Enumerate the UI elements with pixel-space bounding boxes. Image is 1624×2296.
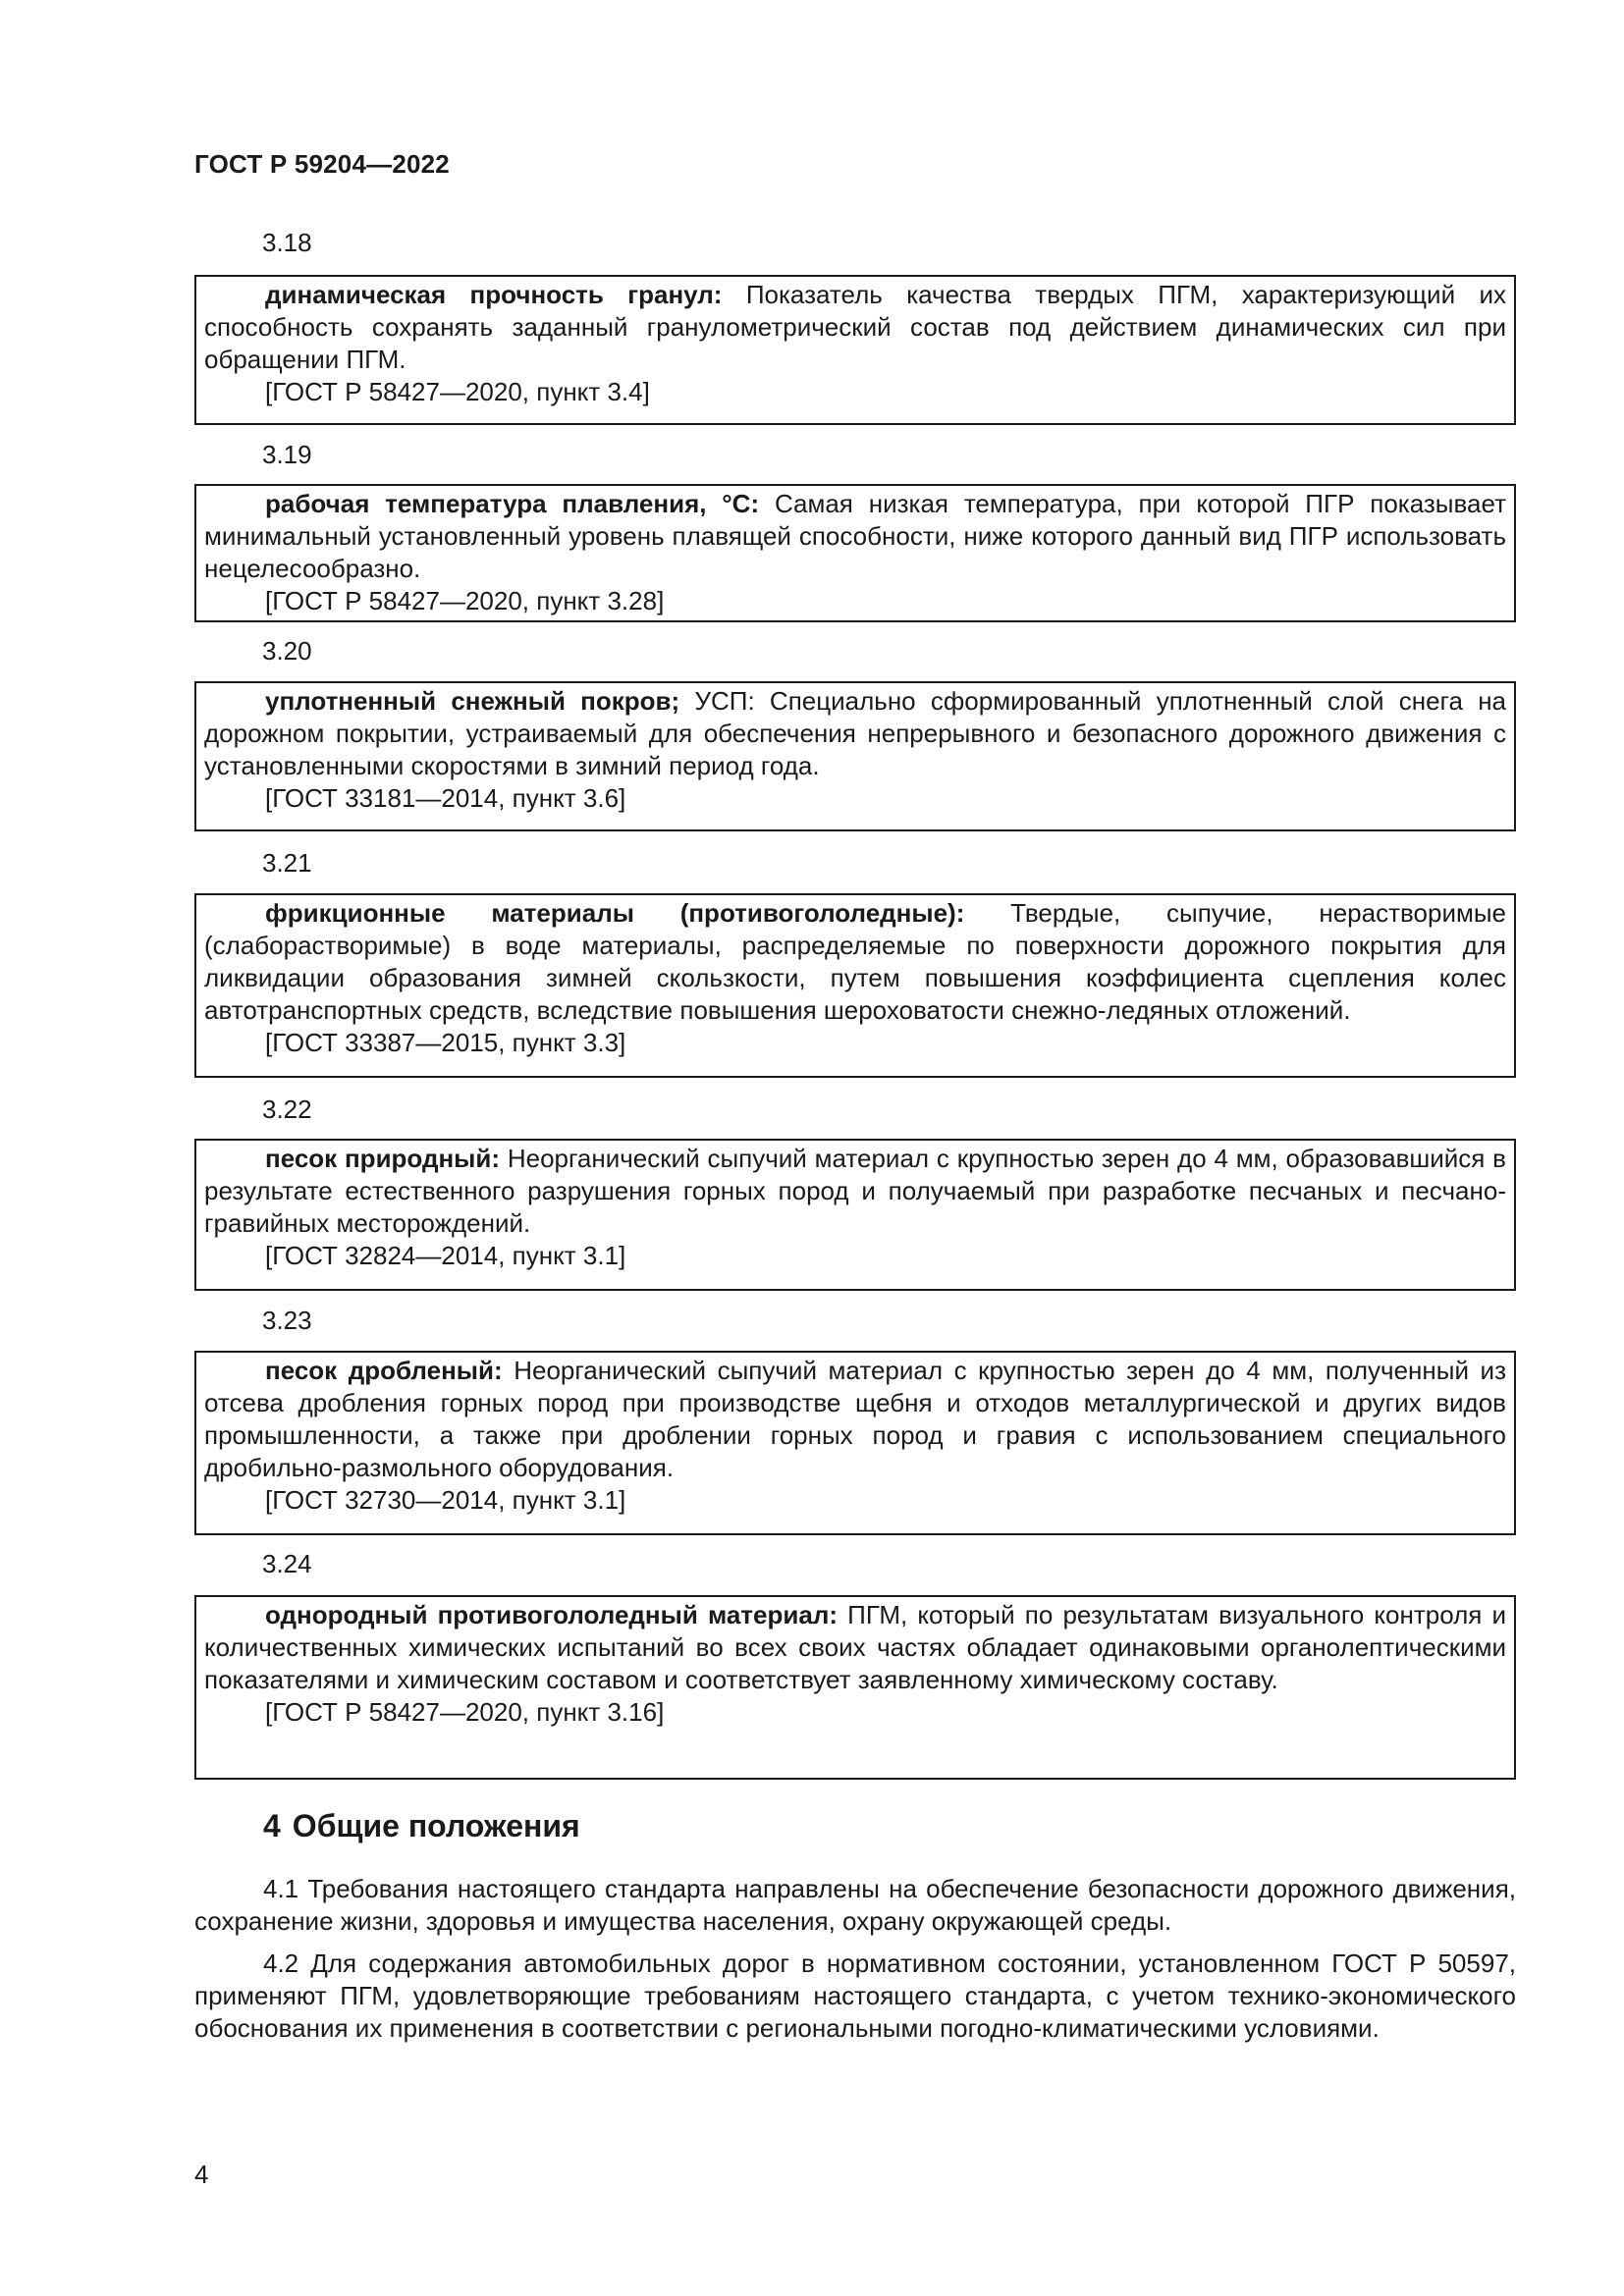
- term-name: динамическая прочность гранул:: [265, 280, 723, 309]
- term-definition-box: [194, 1351, 1516, 1535]
- term-text: Показатель качества твердых ПГМ, характеризующий их способность сохранять заданный гранулометрический состав под действием динамических сил при обращении ПГМ.: [204, 280, 1506, 374]
- term-name: песок дробленый:: [265, 1356, 503, 1385]
- term-definition: [204, 897, 1506, 1027]
- term-definition-box: [194, 275, 1516, 425]
- term-number: 3.20: [262, 636, 312, 666]
- page-number: 4: [194, 2160, 209, 2189]
- term-text: Твердые, сыпучие, нерастворимые (слаборастворимые) в воде материалы, распределяемые по поверхности дорожного покрытия для ликвидации образования зимней скользкости, путем повышения коэффициента сцепления колес автотранспортных средств, вследствие повышения шероховатости снежно-ледяных отложений.: [204, 898, 1506, 1025]
- term-text: Самая низкая температура, при которой ПГР показывает минимальный установленный уровень плавящей способности, ниже которого данный вид ПГР использовать нецелесообразно.: [204, 489, 1506, 583]
- term-definition-box: [194, 1595, 1516, 1780]
- term-definition: [204, 1599, 1506, 1696]
- document-code-header: ГОСТ Р 59204—2022: [194, 149, 450, 179]
- term-source: [ГОСТ 33387—2015, пункт 3.3]: [265, 1028, 626, 1057]
- term-definition-box: [194, 893, 1516, 1078]
- section-number: 4: [263, 1808, 281, 1843]
- term-definition-box: [194, 681, 1516, 831]
- term-source: [ГОСТ Р 58427—2020, пункт 3.16]: [265, 1697, 665, 1727]
- term-text: УСП: Специально сформированный уплотненный слой снега на дорожном покрытии, устраиваемый для обеспечения непрерывного и безопасного дорожного движения с установленными скоростями в зимний период года.: [204, 686, 1507, 780]
- term-definition: [204, 1143, 1506, 1240]
- section-title: Общие положения: [292, 1808, 580, 1843]
- term-name: однородный противогололедный материал:: [265, 1600, 838, 1629]
- term-number: 3.21: [262, 848, 312, 878]
- term-name: рабочая температура плавления, °С:: [265, 489, 760, 518]
- section-paragraph: 4.1 Требования настоящего стандарта направлены на обеспечение безопасности дорожного движения, сохранение жизни, здоровья и имущества населения, охрану окружающей среды.: [194, 1874, 1516, 1936]
- term-number: 3.19: [262, 440, 312, 469]
- section-heading: [263, 1808, 580, 1844]
- term-definition: [204, 279, 1506, 376]
- term-text: Неорганический сыпучий материал с крупностью зерен до 4 мм, образовавшийся в результате естественного разрушения горных пород и получаемый при разработке песчаных и песчано-гравийных месторождений.: [204, 1144, 1506, 1238]
- term-text: Неорганический сыпучий материал с крупностью зерен до 4 мм, полученный из отсева дробления горных пород при производстве щебня и отходов металлургической и других видов промышленности, а также при дроблении горных пород и гравия с использованием специального дробильно-размольного оборудования.: [204, 1356, 1506, 1482]
- term-number: 3.23: [262, 1306, 312, 1335]
- term-number: 3.24: [262, 1549, 312, 1578]
- term-source: [ГОСТ 32824—2014, пункт 3.1]: [265, 1241, 626, 1270]
- section-paragraph: 4.2 Для содержания автомобильных дорог в нормативном состоянии, установленном ГОСТ Р 50597, применяют ПГМ, удовлетворяющие требованиям настоящего стандарта, с учетом технико-экономического обоснования их применения в соответствии с региональными погодно-климатическими условиями.: [194, 1949, 1516, 2043]
- term-text: ПГМ, который по результатам визуального контроля и количественных химических испытаний во всех своих частях обладает одинаковыми органолептическими показателями и химическим составом и соответствует заявленному химическому составу.: [204, 1600, 1507, 1694]
- term-source: [ГОСТ Р 58427—2020, пункт 3.4]: [265, 377, 650, 406]
- term-source: [ГОСТ 32730—2014, пункт 3.1]: [265, 1485, 626, 1515]
- term-name: песок природный:: [265, 1144, 501, 1173]
- term-number: 3.18: [262, 228, 312, 257]
- term-definition-box: [194, 1139, 1516, 1291]
- term-source: [ГОСТ Р 58427—2020, пункт 3.28]: [265, 586, 665, 615]
- term-definition: [204, 685, 1506, 782]
- term-name: фрикционные материалы (противогололедные):: [265, 898, 965, 928]
- term-number: 3.22: [262, 1095, 312, 1124]
- term-definition: [204, 1355, 1506, 1484]
- term-name: уплотненный снежный покров;: [265, 686, 680, 716]
- term-source: [ГОСТ 33181—2014, пункт 3.6]: [265, 783, 626, 813]
- term-definition-box: [194, 484, 1516, 622]
- term-definition: [204, 488, 1506, 585]
